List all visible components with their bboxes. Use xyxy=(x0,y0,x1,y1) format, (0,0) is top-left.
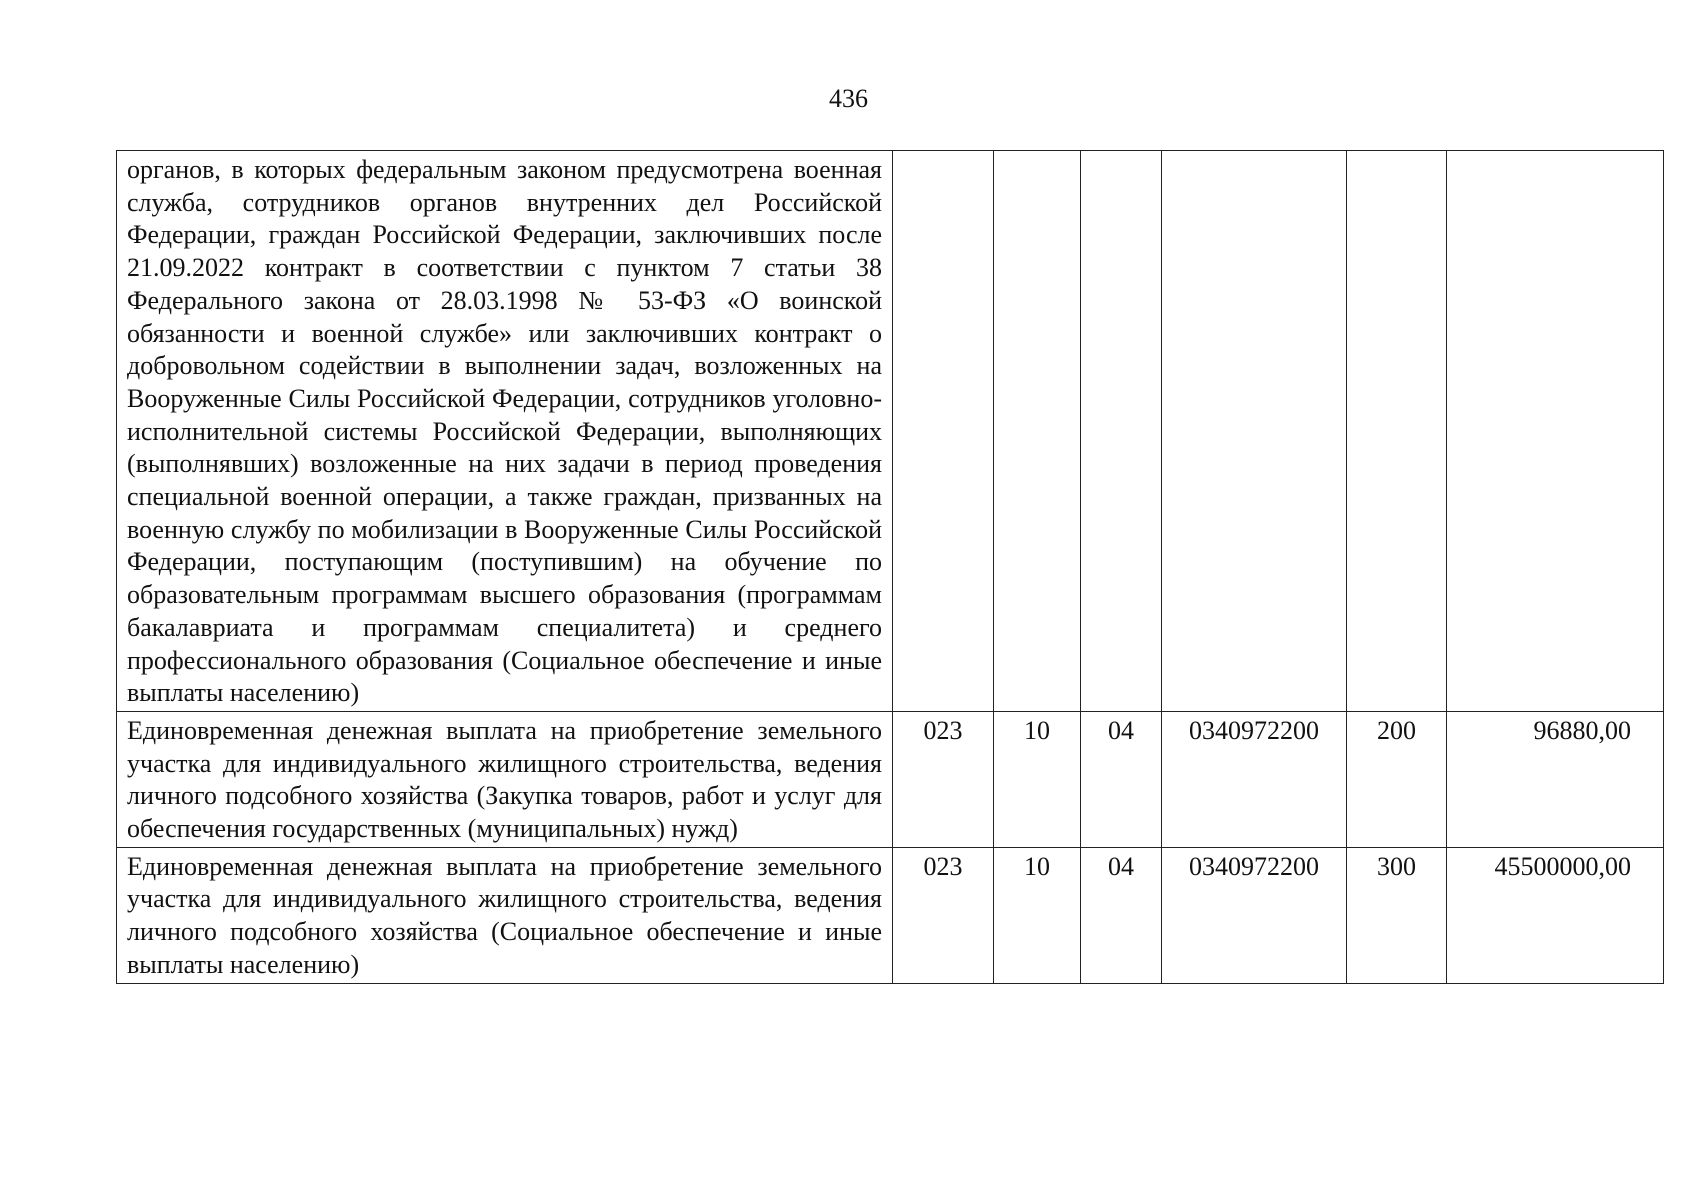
budget-table xyxy=(116,150,1664,984)
expense-name: Единовременная денежная выплата на приобретение земельного участка для индивидуального жилищного строительства, ведения личного подсобного хозяйства (Закупка товаров, работ и услуг для обеспечения государственных (муниципальных) нужд) xyxy=(127,715,882,844)
target-article-code: 0340972200 xyxy=(1162,711,1347,847)
ministry-code: 023 xyxy=(893,847,994,983)
table-row xyxy=(117,847,1664,983)
ministry-code: 023 xyxy=(893,711,994,847)
subsection-code: 04 xyxy=(1081,711,1162,847)
expense-name-cell xyxy=(117,711,893,847)
target-article-code: 0340972200 xyxy=(1162,847,1347,983)
section-code: 10 xyxy=(994,847,1081,983)
section-code: 10 xyxy=(994,711,1081,847)
expense-type-code: 200 xyxy=(1347,711,1447,847)
expense-name-cell xyxy=(117,151,893,712)
subsection-code xyxy=(1081,151,1162,712)
table-row xyxy=(117,151,1664,712)
amount: 45500000,00 xyxy=(1447,847,1664,983)
amount xyxy=(1447,151,1664,712)
expense-type-code xyxy=(1347,151,1447,712)
page-number: 436 xyxy=(829,84,868,113)
table-row xyxy=(117,711,1664,847)
expense-name: органов, в которых федеральным законом предусмотрена военная служба, сотрудников органов внутренних дел Российской Федерации, граждан Российской Федерации, заключивших после 21.09.2022 контракт в соответствии с пунктом 7 статьи 38 Федерального закона от 28.03.1998 № 53-ФЗ «О воинской обязанности и военной службе» или заключивших контракт о добровольном содействии в выполнении задач, возложенных на Вооруженные Силы Российской Федерации, сотрудников уголовно-исполнительной системы Российской Федерации, выполняющих (выполнявших) возложенные на них задачи в период проведения специальной военной операции, а также граждан, призванных на военную службу по мобилизации в Вооруженные Силы Российской Федерации, поступающим (поступившим) на обучение по образовательным программам высшего образования (программам бакалавриата и программам специалитета) и среднего профессионального образования (Социальное обеспечение и иные выплаты населению) xyxy=(127,155,882,708)
expense-name: Единовременная денежная выплата на приобретение земельного участка для индивидуального жилищного строительства, ведения личного подсобного хозяйства (Социальное обеспечение и иные выплаты населению) xyxy=(127,851,882,979)
ministry-code xyxy=(893,151,994,712)
expense-name-cell xyxy=(117,847,893,983)
target-article-code xyxy=(1162,151,1347,712)
section-code xyxy=(994,151,1081,712)
expense-type-code: 300 xyxy=(1347,847,1447,983)
subsection-code: 04 xyxy=(1081,847,1162,983)
amount: 96880,00 xyxy=(1447,711,1664,847)
